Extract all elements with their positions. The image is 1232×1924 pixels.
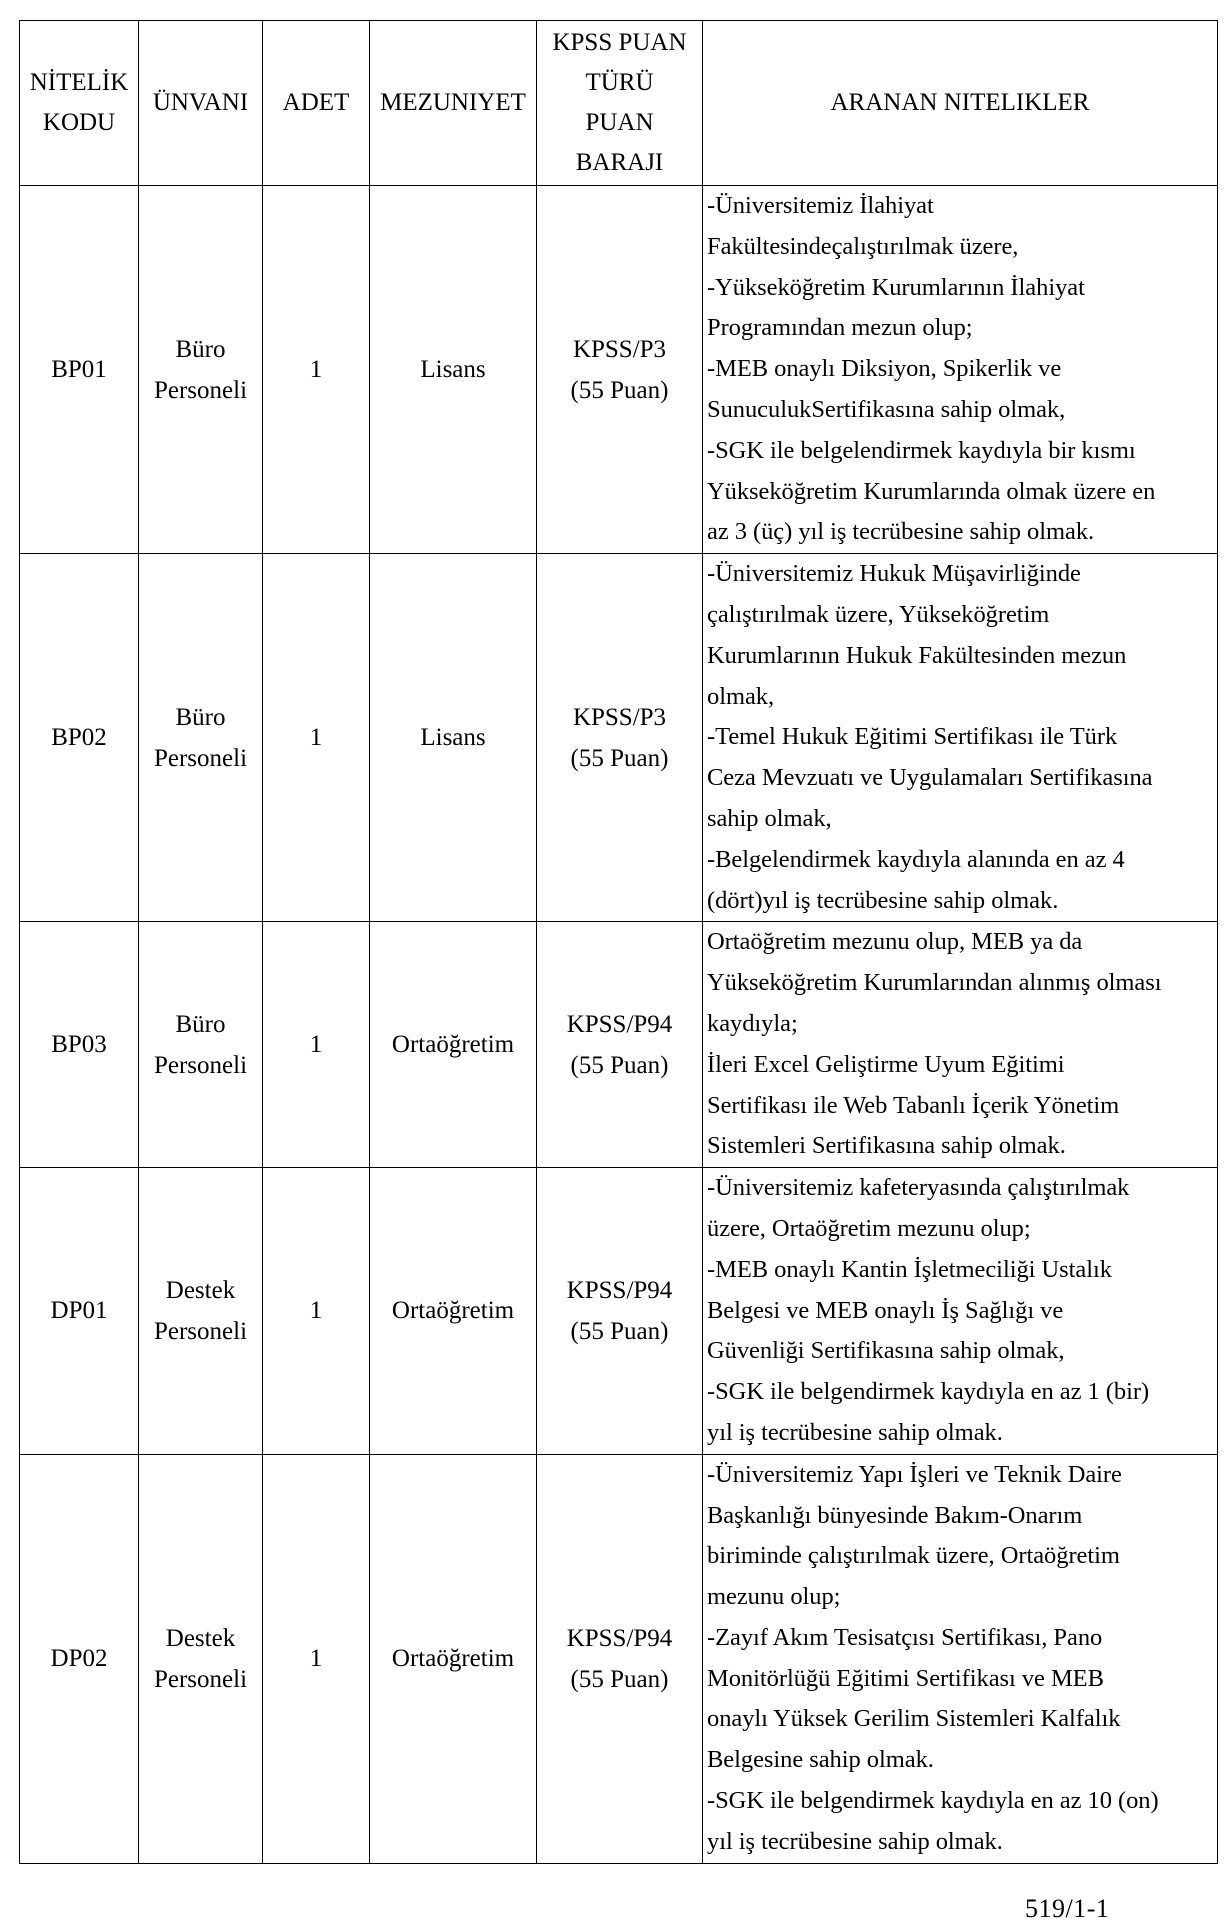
header-education: MEZUNIYET	[370, 21, 537, 186]
cell-count: 1	[263, 1454, 370, 1863]
header-qualifications: ARANAN NITELIKLER	[703, 21, 1218, 186]
cell-qualifications: -Üniversitemiz Yapı İşleri ve Teknik Daire Başkanlığı bünyesinde Bakım-Onarım biriminde çalıştırılmak üzere, Ortaöğretim mezunu olup; -Zayıf Akım Tesisatçısı Sertifikası, Pano Monitörlüğü Eğitimi Sertifikası ve MEB onaylı Yüksek Gerilim Sistemleri Kalfalık Belgesine sahip olmak. -SGK ile belgendirmek kaydıyla en az 10 (on) yıl iş tecrübesine sahip olmak.	[703, 1454, 1218, 1863]
cell-code: BP03	[20, 922, 139, 1168]
cell-kpss: KPSS/P94 (55 Puan)	[537, 1168, 703, 1455]
cell-education: Lisans	[370, 186, 537, 554]
cell-code: DP01	[20, 1168, 139, 1455]
cell-code: DP02	[20, 1454, 139, 1863]
cell-kpss: KPSS/P3 (55 Puan)	[537, 554, 703, 922]
cell-kpss: KPSS/P94 (55 Puan)	[537, 922, 703, 1168]
cell-code: BP02	[20, 554, 139, 922]
cell-qualifications: -Üniversitemiz Hukuk Müşavirliğinde çalıştırılmak üzere, Yükseköğretim Kurumlarının Hukuk Fakültesinden mezun olmak, -Temel Hukuk Eğitimi Sertifikası ile Türk Ceza Mevzuatı ve Uygulamaları Sertifikasına sahip olmak, -Belgelendirmek kaydıyla alanında en az 4 (dört)yıl iş tecrübesine sahip olmak.	[703, 554, 1218, 922]
cell-title: Büro Personeli	[139, 922, 263, 1168]
page-number: 519/1-1	[1025, 1894, 1110, 1923]
cell-kpss: KPSS/P94 (55 Puan)	[537, 1454, 703, 1863]
cell-education: Lisans	[370, 554, 537, 922]
table-row	[20, 186, 1218, 554]
cell-code: BP01	[20, 186, 139, 554]
table-row	[20, 554, 1218, 922]
cell-title: Destek Personeli	[139, 1168, 263, 1455]
table-row	[20, 922, 1218, 1168]
cell-title: Büro Personeli	[139, 186, 263, 554]
cell-qualifications: -Üniversitemiz kafeteryasında çalıştırılmak üzere, Ortaöğretim mezunu olup; -MEB onaylı Kantin İşletmeciliği Ustalık Belgesi ve MEB onaylı İş Sağlığı ve Güvenliği Sertifikasına sahip olmak, -SGK ile belgendirmek kaydıyla en az 1 (bir) yıl iş tecrübesine sahip olmak.	[703, 1168, 1218, 1455]
cell-count: 1	[263, 922, 370, 1168]
cell-qualifications: -Üniversitemiz İlahiyat Fakültesindeçalıştırılmak üzere, -Yükseköğretim Kurumlarının İlahiyat Programından mezun olup; -MEB onaylı Diksiyon, Spikerlik ve SunuculukSertifikasına sahip olmak, -SGK ile belgelendirmek kaydıyla bir kısmı Yükseköğretim Kurumlarında olmak üzere en az 3 (üç) yıl iş tecrübesine sahip olmak.	[703, 186, 1218, 554]
header-kpss: KPSS PUAN TÜRÜ PUAN BARAJI	[537, 21, 703, 186]
header-row	[20, 21, 1218, 186]
cell-count: 1	[263, 1168, 370, 1455]
cell-title: Büro Personeli	[139, 554, 263, 922]
cell-education: Ortaöğretim	[370, 1168, 537, 1455]
positions-table	[19, 20, 1218, 1864]
cell-education: Ortaöğretim	[370, 922, 537, 1168]
cell-count: 1	[263, 554, 370, 922]
cell-education: Ortaöğretim	[370, 1454, 537, 1863]
table-row	[20, 1454, 1218, 1863]
cell-count: 1	[263, 186, 370, 554]
header-count: ADET	[263, 21, 370, 186]
header-title: ÜNVANI	[139, 21, 263, 186]
cell-title: Destek Personeli	[139, 1454, 263, 1863]
cell-kpss: KPSS/P3 (55 Puan)	[537, 186, 703, 554]
header-code: NİTELİK KODU	[20, 21, 139, 186]
table-row	[20, 1168, 1218, 1455]
cell-qualifications: Ortaöğretim mezunu olup, MEB ya da Yükseköğretim Kurumlarından alınmış olması kaydıyla; İleri Excel Geliştirme Uyum Eğitimi Sertifikası ile Web Tabanlı İçerik Yönetim Sistemleri Sertifikasına sahip olmak.	[703, 922, 1218, 1168]
